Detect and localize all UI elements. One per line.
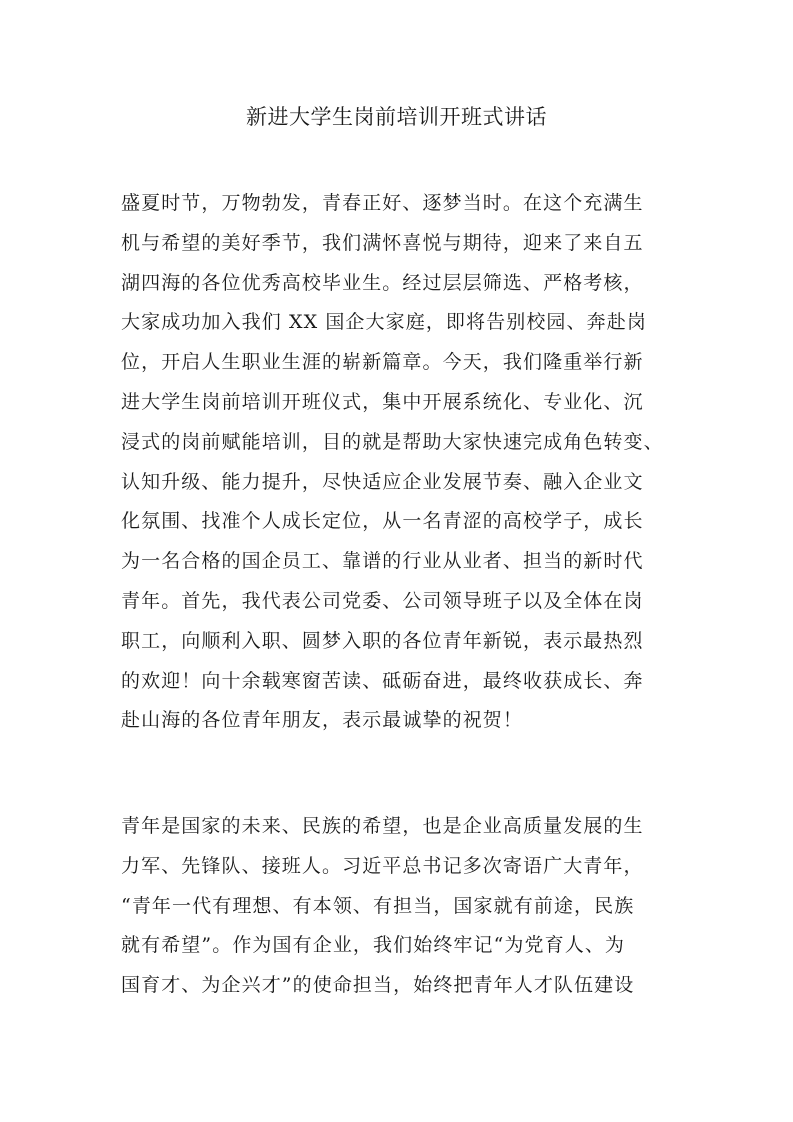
text-line: 为一名合格的国企员工、靠谱的行业从业者、担当的新时代: [121, 550, 644, 573]
text-line: 青年。首先，我代表公司党委、公司领导班子以及全体在岗: [121, 589, 644, 612]
text-line: 力军、先锋队、接班人。习近平总书记多次寄语广大青年，: [121, 854, 644, 877]
text-line: 湖四海的各位优秀高校毕业生。经过层层筛选、严格考核，: [121, 271, 644, 294]
text-line: 盛夏时节，万物勃发，青春正好、逐梦当时。在这个充满生: [121, 192, 644, 214]
document-title: 新进大学生岗前培训开班式讲话: [246, 105, 547, 129]
paragraph-youth: [121, 807, 691, 1006]
text-line: 国育才、为企兴才”的使命担当，始终把青年人才队伍建设: [121, 974, 635, 997]
paragraph-opening: [121, 184, 691, 741]
text-line: 位，开启人生职业生涯的崭新篇章。今天，我们隆重举行新: [121, 351, 644, 374]
text-line: 的欢迎！向十余载寒窗苦读、砥砺奋进，最终收获成长、奔: [121, 669, 644, 692]
text-line: 浸式的岗前赋能培训，目的就是帮助大家快速完成角色转变、: [121, 430, 664, 453]
text-line: 大家成功加入我们 XX 国企大家庭，即将告别校园、奔赴岗: [121, 311, 647, 334]
text-line: “青年一代有理想、有本领、有担当，国家就有前途，民族: [121, 894, 635, 917]
text-line: 机与希望的美好季节，我们满怀喜悦与期待，迎来了来自五: [121, 231, 644, 254]
text-line: 认知升级、能力提升，尽快适应企业发展节奏、融入企业文: [121, 470, 644, 493]
text-line: 化氛围、找准个人成长定位，从一名青涩的高校学子，成长: [121, 510, 644, 533]
text-line: 赴山海的各位青年朋友，表示最诚挚的祝贺！: [121, 709, 524, 732]
text-line: 进大学生岗前培训开班仪式，集中开展系统化、专业化、沉: [121, 390, 644, 413]
text-line: 就有希望”。作为国有企业，我们始终牢记“为党育人、为: [121, 934, 626, 957]
text-line: 青年是国家的未来、民族的希望，也是企业高质量发展的生: [121, 815, 644, 837]
text-line: 职工，向顺利入职、圆梦入职的各位青年新锐，表示最热烈: [121, 629, 644, 652]
